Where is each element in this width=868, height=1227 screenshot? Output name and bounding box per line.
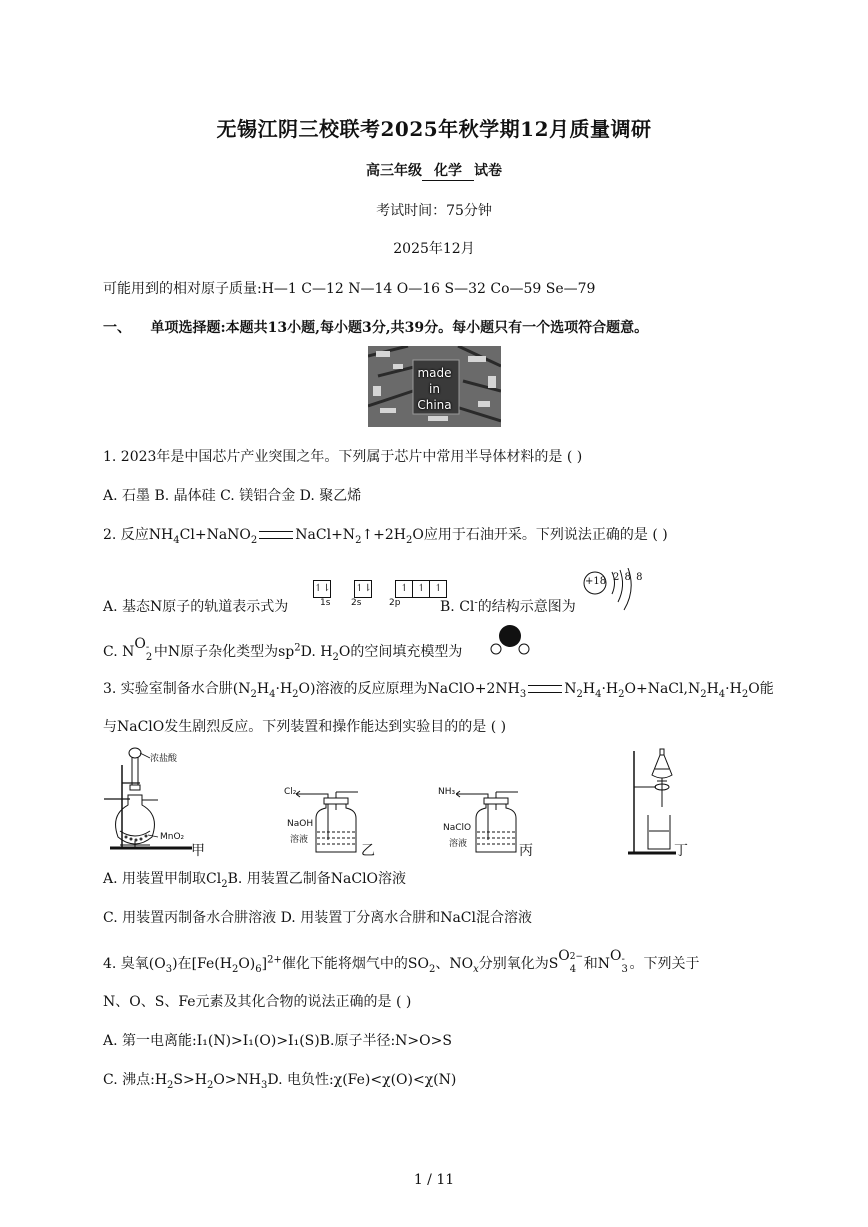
page-number: 1 / 11 xyxy=(413,1172,455,1188)
bing-gas-label: NH₃ xyxy=(438,787,456,797)
paper-label: 试卷 xyxy=(474,163,502,179)
ding-caption: 丁 xyxy=(674,843,688,859)
q3-options-ab: A. 用装置甲制取$Cl_2B$. 用装置乙制备NaClO溶液 xyxy=(103,871,407,890)
q4-options-ab: A. 第一电离能:I₁(N)>I₁(O)>I₁(S)B.原子半径:N>O>S xyxy=(103,1033,452,1049)
reaction-equals-icon xyxy=(528,685,562,693)
orbital-label-2s: 2s xyxy=(351,598,362,608)
q2-option-cd: C. NO - 2 中N原子杂化类型为$sp^2D$. $H_2O$的空间填充模型为 xyxy=(103,636,463,663)
jia-caption: 甲 xyxy=(191,843,205,859)
yi-solution-label-2: 溶液 xyxy=(290,835,309,845)
jia-acid-label: 浓盐酸 xyxy=(150,754,178,764)
atomic-masses: 可能用到的相对原子质量:H—1 C—12 N—14 O—16 S—32 Co—59 Se—79 xyxy=(103,281,596,297)
yi-gas-label: Cl₂ xyxy=(284,787,297,797)
orbital-label-1s: 1s xyxy=(320,598,331,608)
q3-options-cd: C. 用装置丙制备水合肼溶液 D. 用装置丁分离水合肼和NaCl混合溶液 xyxy=(103,910,532,926)
q2-option-a: A. 基态N原子的轨道表示式为 xyxy=(103,599,289,615)
yi-solution-label-1: NaOH xyxy=(287,819,314,829)
jia-solid-label: MnO₂ xyxy=(160,832,185,842)
section-heading xyxy=(103,317,648,337)
q2-option-b: B. Cl-的结构示意图为 xyxy=(440,597,576,615)
subject-label: 化学 xyxy=(422,160,474,181)
q1-stem: 1. 2023年是中国芯片产业突围之年。下列属于芯片中常用半导体材料的是 ( ) xyxy=(103,449,583,465)
electron-shells: 2 8 8 xyxy=(613,572,644,583)
q3-stem-line1: 3. 实验室制备水合肼$(N_2H_4\cdot H_2O)$溶液的反应原理为$NaClO+2NH_3$ $N_2H_4\cdot H_2O+NaCl,N_2H_4\cdot H_2O$能 xyxy=(103,681,774,700)
bing-caption: 丙 xyxy=(519,843,533,859)
grade-label: 高三年级 xyxy=(366,163,422,179)
q3-stem-line2: 与NaClO发生剧烈反应。下列装置和操作能达到实验目的的是 ( ) xyxy=(103,719,507,735)
section-instructions: 单项选择题:本题共13小题,每小题3分,共39分。每小题只有一个选项符合题意。 xyxy=(150,320,649,336)
nucleus-charge: +18 xyxy=(585,576,607,587)
reaction-equals-icon xyxy=(259,531,293,539)
water-model-icon xyxy=(490,624,530,656)
orbital-box-icon: ↿ xyxy=(429,580,447,598)
bing-solution-label-1: NaClO xyxy=(443,823,472,833)
bing-solution-label-2: 溶液 xyxy=(449,839,468,849)
orbital-box-icon: ↿ xyxy=(412,580,430,598)
orbital-diagram xyxy=(314,578,447,598)
apparatus-ding xyxy=(620,745,682,857)
q1-options: A. 石墨 B. 晶体硅 C. 镁铝合金 D. 聚乙烯 xyxy=(103,488,362,504)
orbital-box-icon: ↿⇂ xyxy=(313,580,331,598)
orbital-box-icon: ↿ xyxy=(395,580,413,598)
chip-label: made in China xyxy=(417,366,452,412)
orbital-box-icon: ↿⇂ xyxy=(354,580,372,598)
exam-date: 2025年12月 xyxy=(393,241,475,257)
orbital-label-2p: 2p xyxy=(389,598,401,608)
yi-caption: 乙 xyxy=(361,843,375,859)
exam-title: 无锡江阴三校联考2025年秋学期12月质量调研 xyxy=(216,117,652,141)
q4-options-cd: C. 沸点$:H_2S>H_2O>NH_3D$. 电负性:χ(Fe)<χ(O)<χ(N) xyxy=(103,1072,457,1091)
q4-stem-line2: N、O、S、Fe元素及其化合物的说法正确的是 ( ) xyxy=(103,994,412,1010)
section-number: 一、 xyxy=(103,320,131,336)
q4-stem-line1: 4. 臭氧$(O_3)$在$[Fe(H_2O)_6]^{2+}$催化下能将烟气中的$SO_2$、$NO_x$分别氧化为SO 2− 4 和NO - 3 。下列关于 xyxy=(103,948,700,975)
exam-time: 考试时间：75分钟 xyxy=(376,203,492,219)
q2-stem: 2. 反应$NH_4Cl+NaNO_2$ $NaCl+N_2↑+2H_2O$应用于石油开采。下列说法正确的是 ( ) xyxy=(103,527,668,546)
exam-subtitle xyxy=(0,160,868,181)
